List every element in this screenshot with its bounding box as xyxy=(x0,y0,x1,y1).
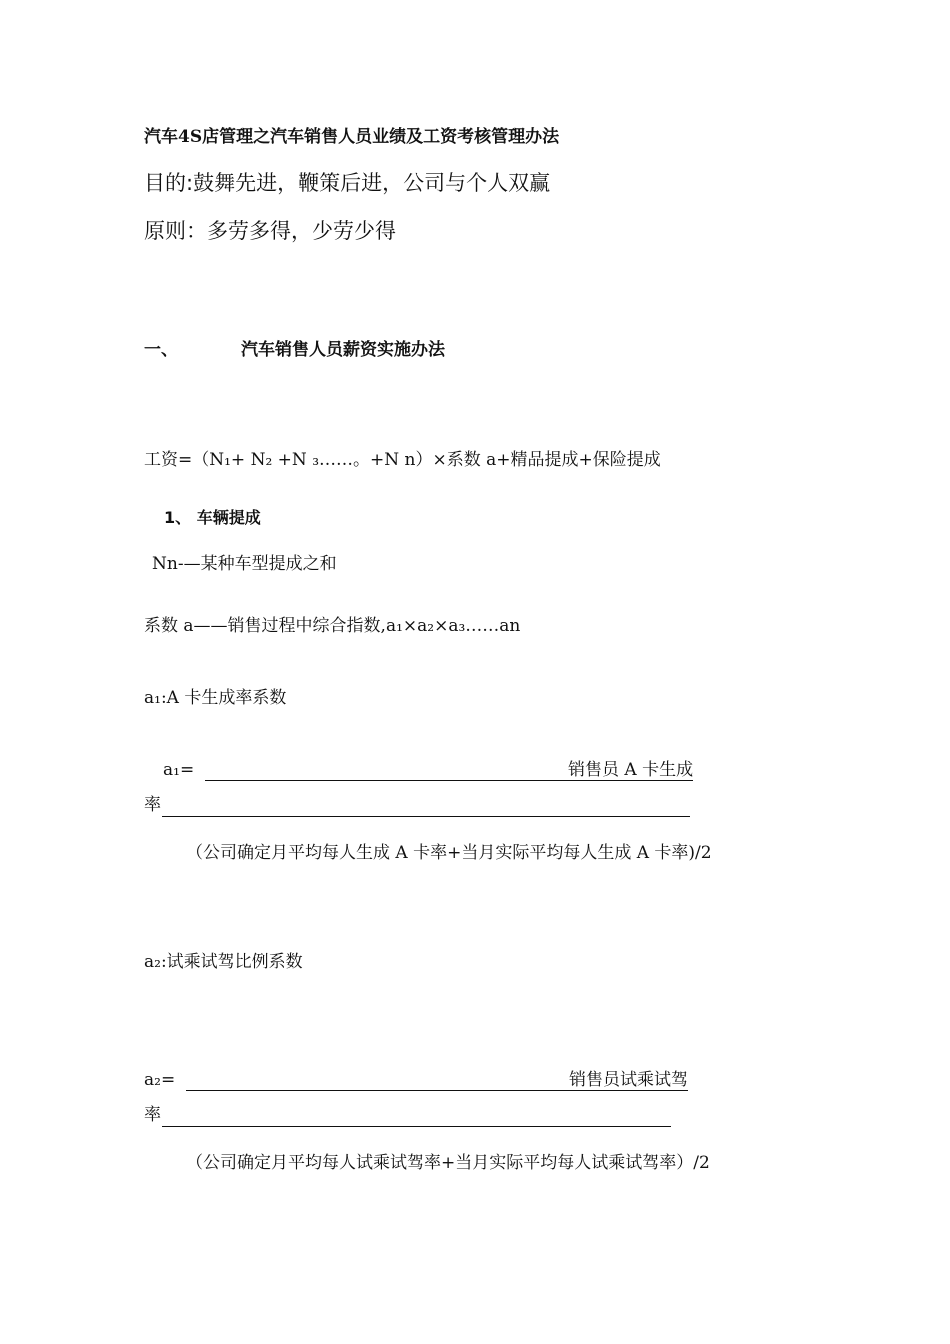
a1-heading: a₁:A 卡生成率系数 xyxy=(144,688,287,708)
section-heading: 汽车销售人员薪资实施办法 xyxy=(241,340,445,360)
salary-formula: 工资=（N₁+ N₂ +N ₃……。+N n）×系数 a+精品提成+保险提成 xyxy=(144,450,661,470)
a2-heading: a₂:试乘试驾比例系数 xyxy=(144,952,303,972)
a1-numerator-cont: 率 xyxy=(144,795,161,815)
a2-numerator: 销售员试乘试驾 xyxy=(569,1070,688,1090)
a2-denominator: （公司确定月平均每人试乘试驾率+当月实际平均每人试乘试驾率）/2 xyxy=(186,1153,710,1173)
coefficient-definition: 系数 a——销售过程中综合指数,a₁×a₂×a₃……an xyxy=(144,616,521,636)
a1-fraction-bar xyxy=(162,816,690,817)
document-title: 汽车4S店管理之汽车销售人员业绩及工资考核管理办法 xyxy=(144,127,560,147)
a1-numerator: 销售员 A 卡生成 xyxy=(568,760,694,780)
a2-numerator-blank xyxy=(186,1090,569,1091)
principle-line: 原则：多劳多得，少劳少得 xyxy=(144,219,396,243)
purpose-line: 目的:鼓舞先进，鞭策后进，公司与个人双赢 xyxy=(144,171,551,195)
nn-definition: Nn-—某种车型提成之和 xyxy=(152,554,337,574)
a1-numerator-blank xyxy=(205,780,568,781)
section-number: 一、 xyxy=(144,340,178,360)
a1-denominator: （公司确定月平均每人生成 A 卡率+当月实际平均每人生成 A 卡率)/2 xyxy=(186,843,712,863)
a1-lhs: a₁= xyxy=(163,760,195,780)
a2-lhs: a₂= xyxy=(144,1070,176,1090)
a2-numerator-cont: 率 xyxy=(144,1105,161,1125)
a2-fraction-bar xyxy=(162,1126,671,1127)
subsection-heading: 1、 车辆提成 xyxy=(164,508,261,527)
